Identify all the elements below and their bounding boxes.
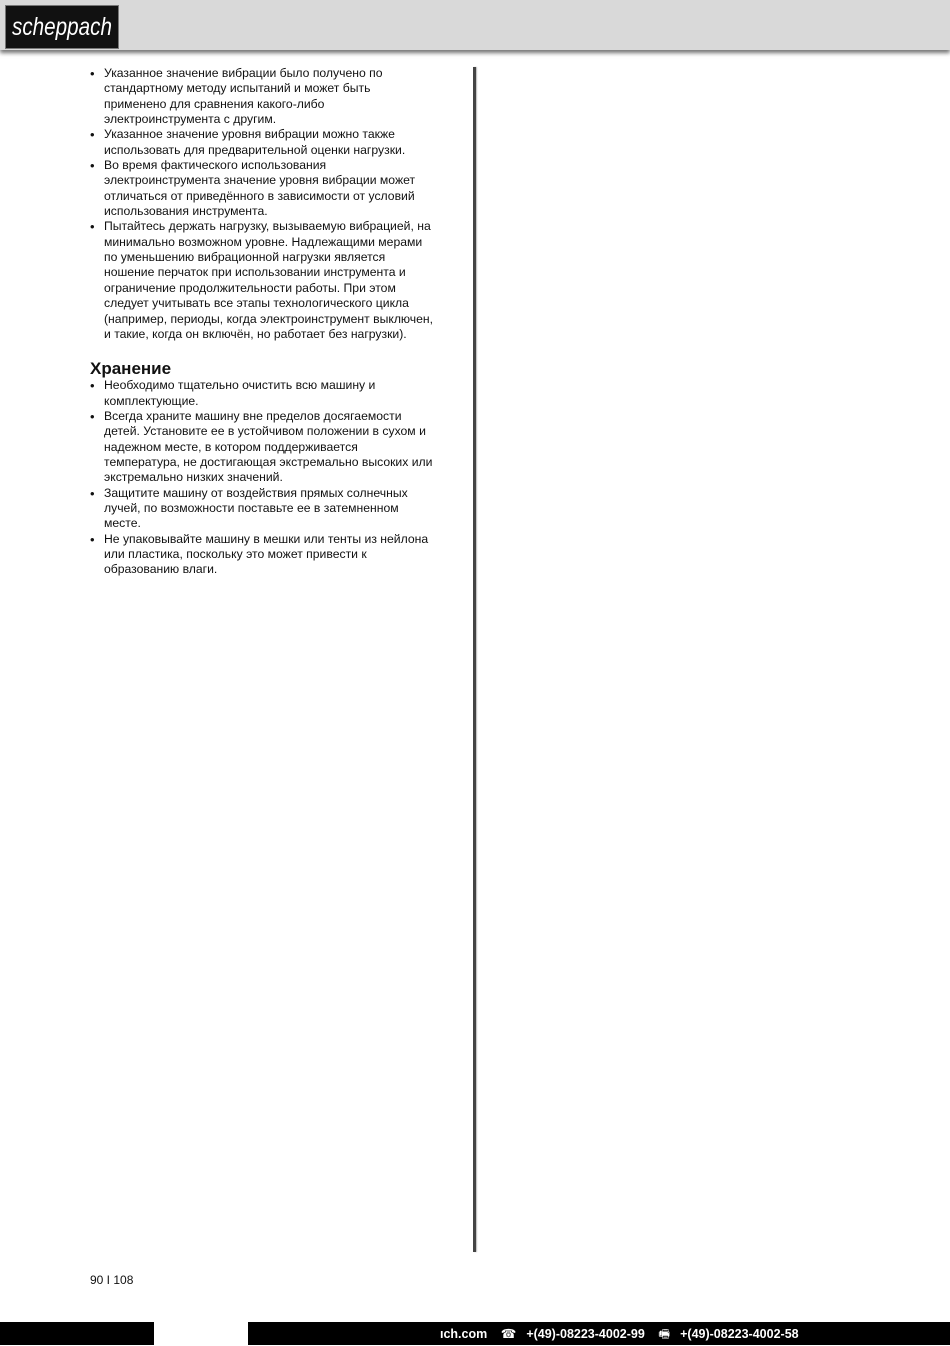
section-title-storage: Хранение <box>90 359 172 379</box>
footer-gap <box>154 1322 248 1345</box>
page-header <box>0 0 950 50</box>
page-number: 90 I 108 <box>90 1273 134 1287</box>
list-item: • Во время фактического использования электроинструмента значение уровня вибрации может отличаться от приведённого в зависимости от условий использования инструмента. <box>90 158 435 219</box>
list-item: • Не упаковывайте машину в мешки или тенты из нейлона или пластика, поскольку это может привести к образованию влаги. <box>90 532 435 578</box>
list-item: • Защитите машину от воздействия прямых солнечных лучей, по возможности поставьте ее в затемненном месте. <box>90 486 435 532</box>
left-column <box>90 66 435 578</box>
footer-fax: +(49)-08223-4002-58 <box>680 1327 799 1341</box>
page-footer <box>0 1322 950 1345</box>
list-item: • Всегда храните машину вне пределов досягаемости детей. Установите ее в устойчивом положении в сухом и надежном месте, в котором поддерживается температура, не достигающая экстремально высоких или экстремально низких значений. <box>90 409 435 486</box>
logo-text: scheppach <box>12 13 112 41</box>
phone-icon: ☎ <box>500 1327 517 1341</box>
vibration-list <box>90 66 435 342</box>
list-item: • Указанное значение вибрации было получено по стандартному методу испытаний и может быть применено для сравнения какого-либо электроинструмента с другим. <box>90 66 435 127</box>
footer-phone: +(49)-08223-4002-99 <box>526 1327 645 1341</box>
list-item: • Необходимо тщательно очистить всю машину и комплектующие. <box>90 378 435 409</box>
fax-icon: 🖷 <box>658 1327 671 1341</box>
column-divider <box>473 67 476 1252</box>
footer-contacts <box>440 1325 809 1346</box>
list-item: • Указанное значение уровня вибрации можно также использовать для предварительной оценки нагрузки. <box>90 127 435 158</box>
footer-website: ıch.com <box>440 1327 488 1341</box>
brand-logo <box>5 5 119 49</box>
storage-list <box>90 378 435 577</box>
list-item: • Пытайтесь держать нагрузку, вызываемую вибрацией, на минимально возможном уровне. Надлежащими мерами по уменьшению вибрационной нагрузки является ношение перчаток при использовании инструмента и ограничение продолжительности работы. При этом следует учитывать все этапы технологического цикла (например, периоды, когда электроинструмент выключен, и такие, когда он включён, но работает без нагрузки). <box>90 219 435 342</box>
